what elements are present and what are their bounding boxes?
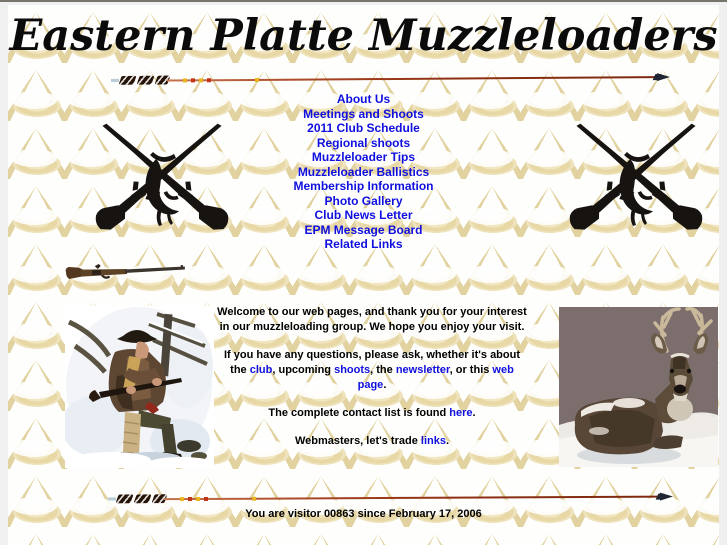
arrow-band — [207, 78, 211, 82]
menu-link-membership-information[interactable]: Membership Information — [293, 179, 434, 193]
visitor-counter — [8, 508, 719, 520]
welcome-paragraph-text: Welcome to our web pages, and thank you for your interest in our muzzleloading group. We hope you enjoy your visit. — [217, 306, 527, 333]
text-segment: . — [445, 435, 450, 447]
arrow-band — [188, 497, 192, 501]
text-segment: The complete contact list is found — [268, 407, 450, 419]
content-area — [8, 5, 719, 545]
arrow-band — [199, 78, 203, 82]
webmasters-paragraph — [216, 434, 528, 449]
menu-link-epm-message-board[interactable]: EPM Message Board — [304, 222, 423, 237]
arrow-band — [183, 78, 187, 82]
arrow-band — [255, 78, 259, 82]
shoots-link[interactable]: shoots — [334, 364, 371, 376]
menu-link-club-schedule[interactable]: 2011 Club Schedule — [307, 121, 420, 135]
visitor-counter-suffix: since February 17, 2006 — [354, 508, 482, 520]
arrow-nock — [108, 497, 116, 500]
web-page-link[interactable]: web page — [357, 364, 514, 391]
arrow-feather — [133, 494, 151, 503]
arrow-band — [180, 497, 184, 501]
hunter-painting-image — [65, 306, 214, 468]
arrow-band — [204, 497, 208, 501]
menu-link-photo-gallery[interactable]: Photo Gallery — [324, 193, 403, 208]
menu-link-regional-shoots[interactable]: Regional shoots — [316, 135, 411, 150]
muzzleloader-rifle-image — [65, 260, 188, 286]
arrowhead-icon — [660, 493, 673, 501]
arrow-band — [191, 78, 195, 82]
text-segment: If you have any questions, please ask, whether it's about the — [223, 349, 521, 376]
menu-link-muzzleloader-ballistics[interactable]: Muzzleloader Ballistics — [297, 164, 430, 179]
deer-photo-image — [559, 307, 718, 467]
club-link[interactable]: club — [249, 364, 273, 376]
text-segment: , upcoming — [272, 364, 335, 376]
arrow-band — [252, 497, 256, 501]
menu-link-meetings-and-shoots[interactable]: Meetings and Shoots — [303, 106, 424, 121]
text-segment: . — [383, 379, 387, 391]
arrow-nock — [111, 79, 119, 82]
main-menu — [8, 92, 719, 252]
text-segment: , or this — [449, 364, 493, 376]
trade-links-link[interactable]: links — [420, 435, 446, 447]
text-segment: , the — [370, 364, 396, 376]
contact-paragraph — [216, 406, 528, 421]
menu-link-related-links[interactable]: Related Links — [324, 237, 403, 251]
contact-here-link[interactable]: here — [449, 407, 473, 419]
arrow-feather — [118, 76, 136, 85]
arrow-feather — [115, 494, 133, 503]
questions-paragraph — [216, 348, 528, 393]
welcome-text — [216, 305, 528, 462]
welcome-paragraph — [216, 305, 528, 335]
menu-link-club-news-letter[interactable]: Club News Letter — [314, 208, 413, 222]
text-segment: . — [472, 407, 476, 419]
page-title: Eastern Platte Muzzleloaders — [9, 11, 718, 61]
menu-link-muzzleloader-tips[interactable]: Muzzleloader Tips — [311, 150, 416, 164]
menu-link-about-us[interactable]: About Us — [336, 92, 391, 106]
newsletter-link[interactable]: newsletter — [395, 364, 450, 376]
arrow-band — [196, 497, 200, 501]
arrow-shaft — [164, 496, 659, 501]
text-segment: Webmasters, let's trade — [294, 435, 421, 447]
arrow-feather — [136, 76, 154, 85]
visitor-count: 00863 — [323, 508, 355, 520]
arrow-divider-top — [111, 72, 670, 86]
arrow-divider-bottom — [108, 492, 673, 505]
arrowhead-icon — [657, 73, 670, 81]
arrow-shaft — [167, 76, 656, 81]
visitor-counter-prefix: You are visitor — [245, 508, 324, 520]
